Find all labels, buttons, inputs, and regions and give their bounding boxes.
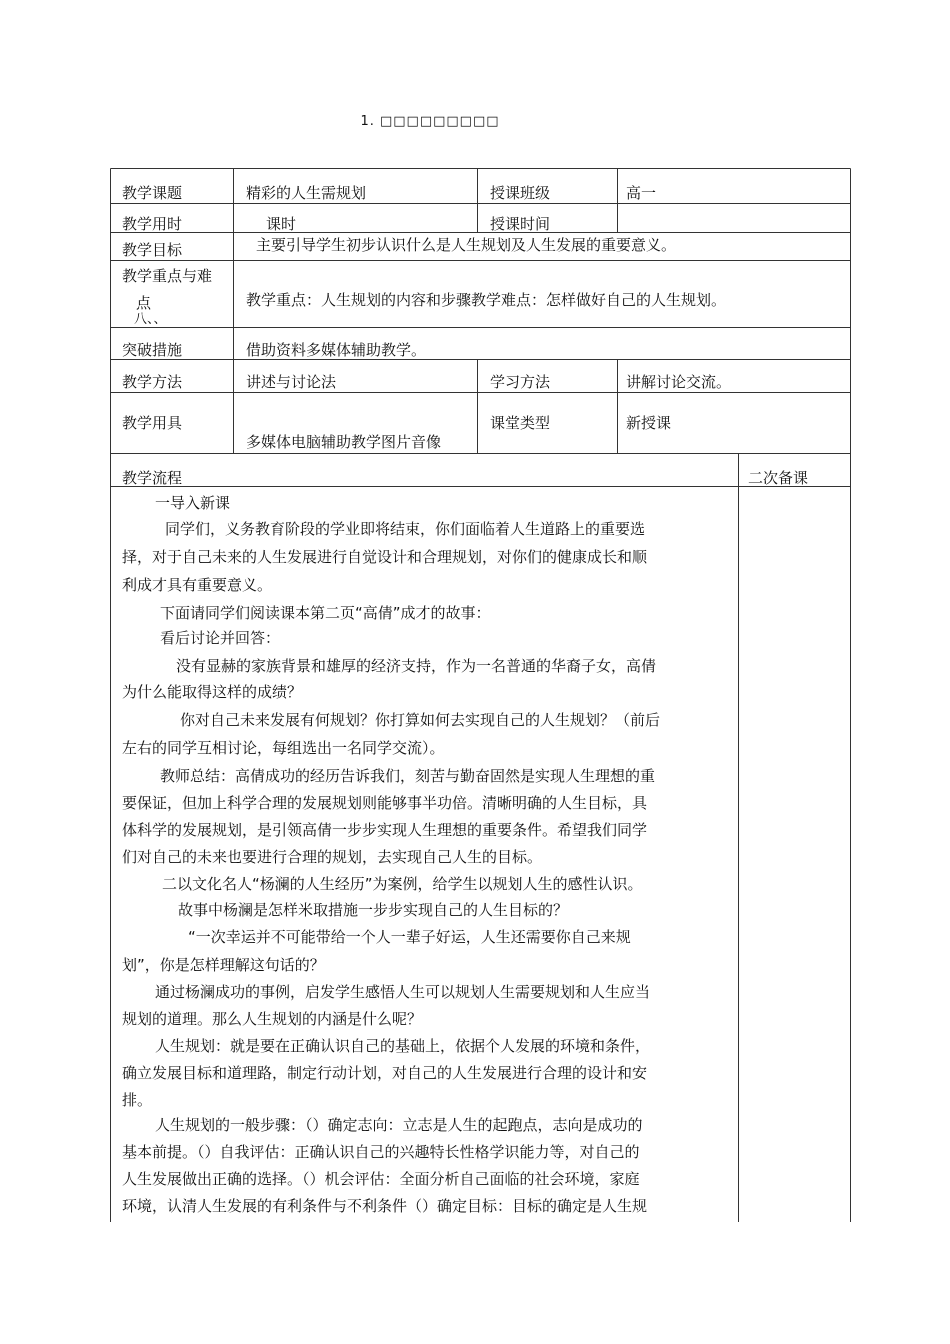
goal-label: 教学目标 — [122, 241, 183, 259]
measure-value: 借助资料多媒体辅助教学。 — [246, 341, 427, 359]
body-line: 规划的道理。那么人生规划的内涵是什么呢？ — [122, 1010, 423, 1028]
body-line: 同学们，义务教育阶段的学业即将结束，你们面临着人生道路上的重要选 — [165, 520, 646, 538]
body-line: 左右的同学互相讨论，每组选出一名同学交流）。 — [122, 739, 445, 757]
body-line: 人生规划的一般步骤：（）确定志向：立志是人生的起跑点，志向是成功的 — [155, 1116, 643, 1134]
hours-value: 课时 — [266, 215, 297, 233]
time-label: 授课时间 — [490, 215, 551, 233]
goal-value: 主要引导学生初步认识什么是人生规划及人生发展的重要意义。 — [256, 236, 677, 254]
subject-value: 精彩的人生需规划 — [246, 184, 367, 202]
flow-label: 教学流程 — [122, 469, 183, 487]
tools-label: 教学用具 — [122, 414, 183, 432]
class-value: 高一 — [626, 184, 657, 202]
body-line: 看后讨论并回答： — [160, 629, 281, 647]
body-line: 人生规划：就是要在正确认识自己的基础上，依据个人发展的环境和条件， — [155, 1037, 651, 1055]
body-line: 人生发展做出正确的选择。（）机会评估：全面分析自己面临的社会环境，家庭 — [122, 1170, 640, 1188]
method-value: 讲述与讨论法 — [246, 373, 337, 391]
measure-label: 突破措施 — [122, 341, 183, 359]
tools-value: 多媒体电脑辅助教学图片音像 — [246, 433, 442, 451]
body-line: 排。 — [122, 1091, 153, 1109]
body-line: 基本前提。（）自我评估：正确认识自己的兴趣特长性格学识能力等，对自己的 — [122, 1143, 640, 1161]
body-line: 通过杨澜成功的事例，启发学生感悟人生可以规划人生需要规划和人生应当 — [155, 983, 651, 1001]
body-line: 体科学的发展规划，是引领高倩一步步实现人生理想的重要条件。希望我们同学 — [122, 821, 648, 839]
body-line: 利成才具有重要意义。 — [122, 576, 273, 594]
method-label: 教学方法 — [122, 373, 183, 391]
hours-label: 教学用时 — [122, 215, 183, 233]
key-value: 教学重点：人生规划的内容和步骤教学难点：怎样做好自己的人生规划。 — [246, 291, 727, 309]
body-line: 环境，认清人生发展的有利条件与不利条件（）确定目标：目标的确定是人生规 — [122, 1197, 648, 1215]
body-line: 择，对于自己未来的人生发展进行自觉设计和合理规划，对你们的健康成长和顺 — [122, 548, 648, 566]
body-line: 故事中杨澜是怎样米取措施一步步实现自己的人生目标的？ — [178, 901, 569, 919]
page-heading: 1. □□□□□□□□□ — [360, 114, 500, 129]
type-label: 课堂类型 — [490, 414, 551, 432]
key-label-line3: 八、、 — [134, 312, 167, 327]
type-value: 新授课 — [626, 414, 672, 432]
class-label: 授课班级 — [490, 184, 551, 202]
subject-label: 教学课题 — [122, 184, 183, 202]
body-line: 下面请同学们阅读课本第二页“高倩”成才的故事： — [160, 604, 491, 622]
body-line: 没有显赫的家族背景和雄厚的经济支持，作为一名普通的华裔子女，高倩 — [176, 657, 657, 675]
key-label-line1: 教学重点与难 — [122, 267, 213, 285]
study-label: 学习方法 — [490, 373, 551, 391]
body-line: 要保证，但加上科学合理的发展规划则能够事半功倍。清晰明确的人生目标，具 — [122, 794, 648, 812]
body-line: 二以文化名人“杨澜的人生经历”为案例，给学生以规划人生的感性认识。 — [162, 875, 643, 893]
body-line: 一导入新课 — [155, 494, 231, 512]
body-line: 划”，你是怎样理解这句话的？ — [122, 956, 325, 974]
body-line: 们对自己的未来也要进行合理的规划，去实现自己人生的目标。 — [122, 848, 543, 866]
body-line: “一次幸运并不可能带给一个人一辈子好运，人生还需要你自己来规 — [188, 928, 631, 946]
body-line: 教师总结：高倩成功的经历告诉我们，刻苦与勤奋固然是实现人生理想的重 — [160, 767, 656, 785]
backup-label: 二次备课 — [748, 469, 809, 487]
key-label-line2: 点 — [136, 294, 152, 312]
body-line: 为什么能取得这样的成绩？ — [122, 683, 303, 701]
body-line: 确立发展目标和道理路，制定行动计划，对自己的人生发展进行合理的设计和安 — [122, 1064, 648, 1082]
body-line: 你对自己未来发展有何规划？你打算如何去实现自己的人生规划？（前后 — [180, 711, 661, 729]
study-value: 讲解讨论交流。 — [626, 373, 732, 391]
